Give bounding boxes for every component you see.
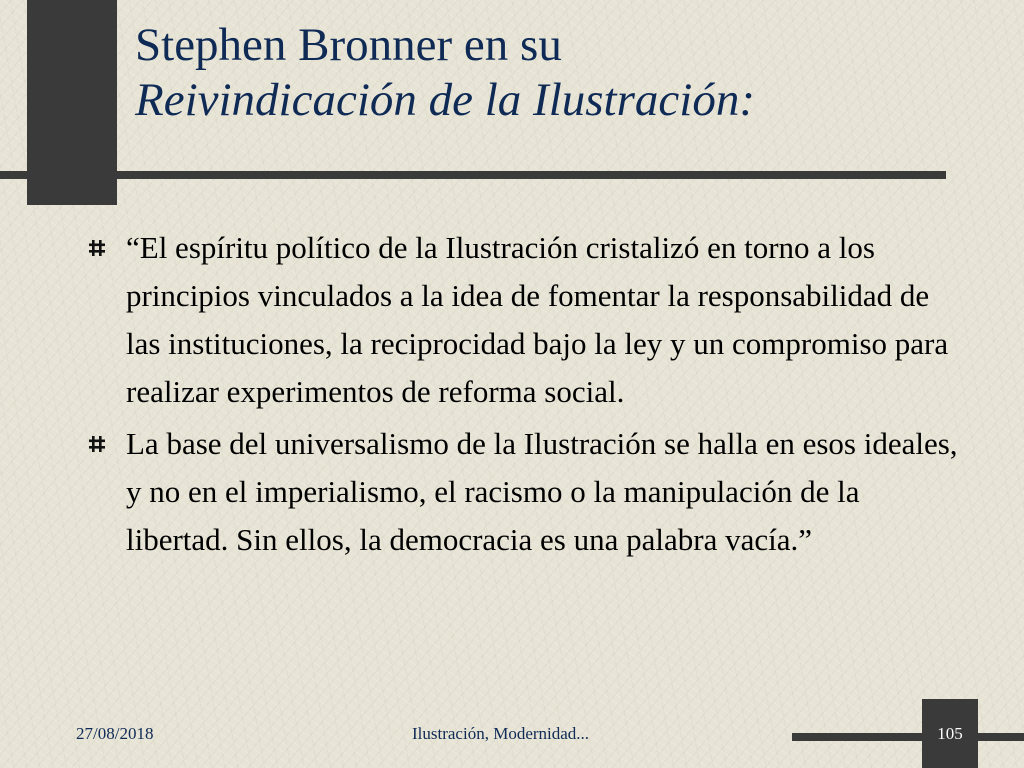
footer-presentation-title: Ilustración, Modernidad... [412, 724, 590, 743]
footer-date: 27/08/2018 [76, 724, 154, 743]
bullet-text: “El espíritu político de la Ilustración cristalizó en torno a los principios vinculados a la idea de fomentar la responsabilidad de las instituciones, la reciprocidad bajo la ley y un compromiso para realizar experimentos de reforma social. [126, 230, 949, 409]
hash-bullet-icon [88, 239, 106, 257]
slide-title-line1: Stephen Bronner en su [135, 19, 562, 71]
bullet-item [88, 224, 958, 416]
footer-bar-left [792, 733, 922, 741]
footer-bar-right [978, 733, 1024, 741]
slide-body [88, 224, 958, 568]
bullet-text: La base del universalismo de la Ilustración se halla en esos ideales, y no en el imperialismo, el racismo o la manipulación de la libertad. Sin ellos, la democracia es una palabra vacía.” [126, 426, 958, 557]
slide-title-line2: Reivindicación de la Ilustración: [135, 74, 755, 126]
bullet-item [88, 420, 958, 564]
title-divider-bar [0, 171, 946, 179]
page-number: 105 [937, 724, 963, 743]
hash-bullet-icon [88, 435, 106, 453]
slide-title [135, 18, 755, 128]
